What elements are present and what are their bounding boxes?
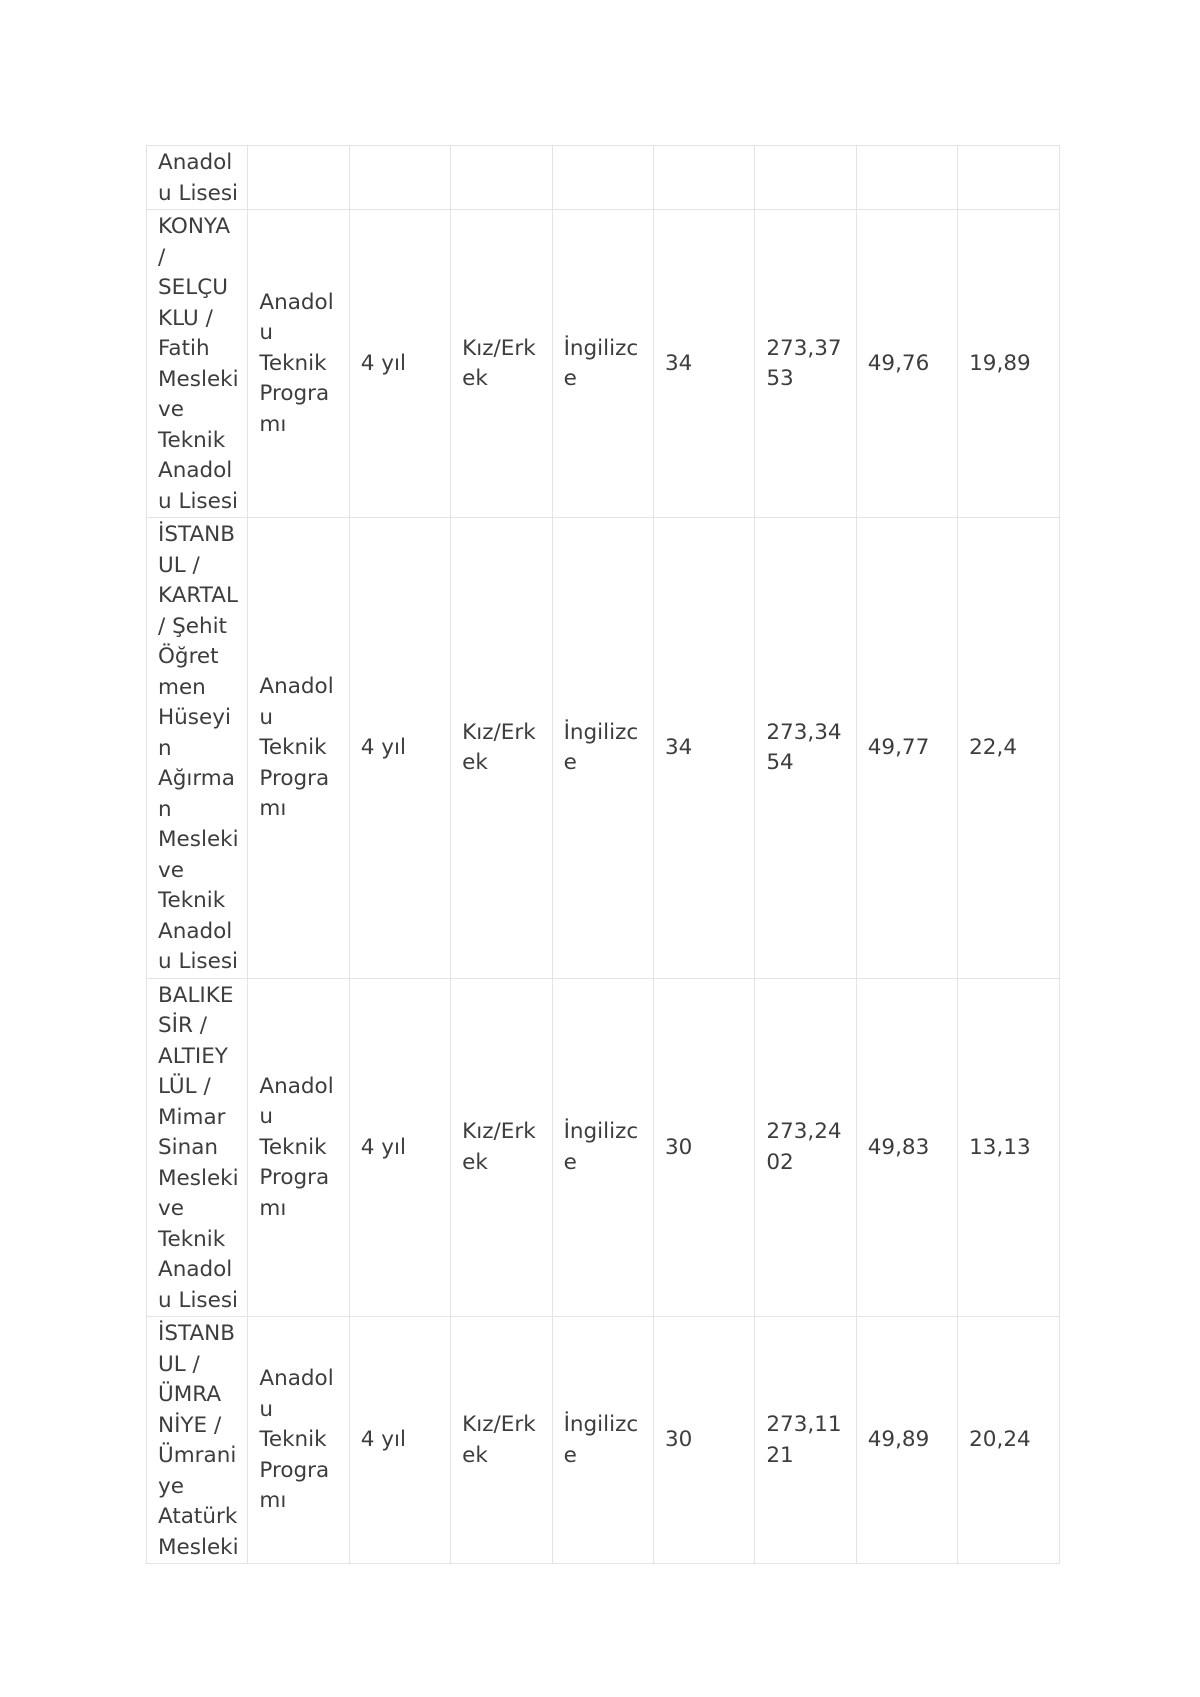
quota-cell bbox=[653, 978, 754, 1317]
cell-text-line: Anadol bbox=[259, 1073, 334, 1099]
table-row bbox=[147, 1317, 1060, 1564]
cell-text-line: Sinan bbox=[158, 1135, 219, 1160]
language-cell bbox=[552, 210, 653, 518]
cell-text-line: Mesleki bbox=[158, 1534, 239, 1560]
cell-text-line: İSTANB bbox=[158, 522, 235, 547]
table-row bbox=[147, 978, 1060, 1317]
cell-text-line: 273,24 bbox=[766, 1119, 842, 1145]
language-cell bbox=[552, 518, 653, 979]
cell-text-line: Ümrani bbox=[158, 1443, 237, 1468]
cell-text-line: Mimar bbox=[158, 1104, 226, 1130]
cell-text-line: u bbox=[259, 1104, 274, 1129]
cell-text-line: ek bbox=[462, 1442, 488, 1468]
quota-cell bbox=[653, 210, 754, 518]
cell-text-line: Anadol bbox=[158, 918, 233, 944]
cell-text-line: u bbox=[259, 1396, 274, 1422]
cell-text-line: Anadol bbox=[259, 1366, 334, 1392]
cell-text-line: İngilizc bbox=[563, 719, 639, 745]
cell-text-line: Fatih bbox=[158, 336, 210, 361]
ratio-cell bbox=[958, 146, 1059, 210]
cell-text: 34 bbox=[664, 350, 693, 376]
cell-text-line: ve bbox=[158, 397, 184, 422]
duration-cell bbox=[349, 1317, 450, 1564]
cell-text-line: LÜL / bbox=[158, 1074, 211, 1099]
cell-text: 49,77 bbox=[867, 735, 930, 760]
cell-text-line: Kız/Erk bbox=[462, 1119, 536, 1145]
cell-text-line: ÜMRA bbox=[158, 1382, 222, 1407]
cell-text-line: 21 bbox=[766, 1442, 794, 1468]
table-row bbox=[147, 518, 1060, 979]
quota-cell bbox=[653, 146, 754, 210]
cell-text-line: UL / bbox=[158, 1351, 200, 1377]
percentile-cell bbox=[856, 146, 957, 210]
cell-text-line: Kız/Erk bbox=[462, 719, 536, 745]
cell-text-line: 273,34 bbox=[766, 719, 842, 745]
score-cell bbox=[755, 518, 856, 979]
cell-text-line: Teknik bbox=[158, 1226, 226, 1252]
table-body bbox=[147, 146, 1060, 1564]
cell-text-line: Anadol bbox=[259, 289, 334, 315]
cell-text-line: Mesleki bbox=[158, 366, 239, 392]
score-cell bbox=[755, 146, 856, 210]
cell-text-line: e bbox=[563, 750, 577, 776]
cell-text-line: Anadol bbox=[158, 1257, 233, 1282]
cell-text-line: n bbox=[158, 735, 172, 761]
cell-text-line: Anadol bbox=[158, 150, 233, 175]
cell-text-line: KLU / bbox=[158, 305, 213, 331]
gender-cell bbox=[451, 146, 552, 210]
program-cell bbox=[248, 518, 349, 979]
cell-text: 4 yıl bbox=[360, 735, 406, 760]
cell-text-line: Progra bbox=[259, 381, 330, 407]
table-row bbox=[147, 146, 1060, 210]
language-cell bbox=[552, 146, 653, 210]
duration-cell bbox=[349, 978, 450, 1317]
cell-text: 30 bbox=[664, 1134, 693, 1160]
cell-text-line: Progra bbox=[259, 1457, 330, 1483]
cell-text-line: Hüseyi bbox=[158, 705, 231, 730]
ratio-cell bbox=[958, 210, 1059, 518]
score-cell bbox=[755, 1317, 856, 1564]
quota-cell bbox=[653, 1317, 754, 1564]
cell-text: 49,76 bbox=[867, 350, 930, 376]
cell-text-line: mı bbox=[259, 1488, 287, 1514]
cell-text-line: u Lisesi bbox=[158, 180, 239, 206]
cell-text-line: 02 bbox=[766, 1149, 794, 1175]
cell-text: 30 bbox=[664, 1427, 693, 1453]
program-cell bbox=[248, 146, 349, 210]
cell-text-line: İngilizc bbox=[563, 1412, 639, 1437]
cell-text-line: SELÇU bbox=[158, 275, 228, 300]
cell-text: 34 bbox=[664, 735, 693, 760]
duration-cell bbox=[349, 518, 450, 979]
percentile-cell bbox=[856, 1317, 957, 1564]
cell-text-line: ye bbox=[158, 1473, 184, 1499]
cell-text: 20,24 bbox=[969, 1427, 1031, 1453]
percentile-cell bbox=[856, 210, 957, 518]
cell-text-line: n bbox=[158, 796, 172, 822]
cell-text-line: 54 bbox=[766, 750, 794, 776]
score-cell bbox=[755, 210, 856, 518]
cell-text-line: ALTIEY bbox=[158, 1043, 228, 1069]
cell-text-line: Teknik bbox=[158, 427, 226, 453]
duration-cell bbox=[349, 210, 450, 518]
gender-cell bbox=[451, 978, 552, 1317]
cell-text-line: UL / bbox=[158, 552, 200, 578]
school-name-cell bbox=[147, 210, 248, 518]
cell-text-line: Progra bbox=[259, 1165, 330, 1190]
cell-text-line: mı bbox=[259, 411, 287, 437]
cell-text-line: KONYA bbox=[158, 214, 231, 239]
cell-text-line: ek bbox=[462, 1149, 488, 1175]
cell-text-line: Teknik bbox=[259, 1427, 327, 1453]
cell-text-line: Kız/Erk bbox=[462, 335, 536, 361]
cell-text: 19,89 bbox=[969, 350, 1031, 376]
cell-text-line: ve bbox=[158, 857, 184, 883]
school-name-cell bbox=[147, 978, 248, 1317]
cell-text-line: u Lisesi bbox=[158, 1287, 239, 1313]
school-name-cell bbox=[147, 1317, 248, 1564]
cell-text-line: İSTANB bbox=[158, 1321, 235, 1346]
cell-text-line: Teknik bbox=[259, 1134, 327, 1160]
cell-text: 4 yıl bbox=[360, 350, 406, 376]
cell-text-line: Mesleki bbox=[158, 1165, 239, 1191]
cell-text-line: Öğret bbox=[158, 644, 219, 669]
cell-text: 49,83 bbox=[867, 1134, 930, 1160]
program-cell bbox=[248, 1317, 349, 1564]
cell-text-line: e bbox=[563, 366, 577, 391]
cell-text-line: NİYE / bbox=[158, 1412, 222, 1438]
cell-text-line: mı bbox=[259, 796, 287, 821]
cell-text-line: SİR / bbox=[158, 1013, 208, 1038]
cell-text-line: / Şehit bbox=[158, 613, 227, 639]
gender-cell bbox=[451, 210, 552, 518]
cell-text-line: 53 bbox=[766, 366, 794, 391]
cell-text-line: u Lisesi bbox=[158, 949, 239, 974]
ratio-cell bbox=[958, 978, 1059, 1317]
cell-text-line: İngilizc bbox=[563, 335, 639, 361]
cell-text-line: u Lisesi bbox=[158, 488, 239, 514]
cell-text-line: ek bbox=[462, 366, 488, 391]
school-name-cell bbox=[147, 146, 248, 210]
table-row bbox=[147, 210, 1060, 518]
cell-text-line: BALIKE bbox=[158, 982, 234, 1008]
cell-text-line: Progra bbox=[259, 765, 330, 791]
cell-text-line: e bbox=[563, 1442, 577, 1468]
cell-text-line: KARTAL bbox=[158, 583, 238, 608]
cell-text-line: 273,37 bbox=[766, 335, 842, 361]
language-cell bbox=[552, 1317, 653, 1564]
cell-text-line: Teknik bbox=[259, 350, 327, 376]
cell-text: 22,4 bbox=[969, 735, 1017, 760]
cell-text: 4 yıl bbox=[360, 1134, 406, 1160]
ratio-cell bbox=[958, 518, 1059, 979]
cell-text-line: Teknik bbox=[259, 735, 327, 760]
ratio-cell bbox=[958, 1317, 1059, 1564]
percentile-cell bbox=[856, 518, 957, 979]
cell-text-line: Kız/Erk bbox=[462, 1412, 536, 1437]
cell-text-line: u bbox=[259, 704, 274, 730]
cell-text: 4 yıl bbox=[360, 1427, 406, 1453]
cell-text-line: u bbox=[259, 320, 274, 346]
duration-cell bbox=[349, 146, 450, 210]
gender-cell bbox=[451, 518, 552, 979]
cell-text-line: Teknik bbox=[158, 888, 226, 913]
cell-text-line: Atatürk bbox=[158, 1504, 238, 1529]
quota-cell bbox=[653, 518, 754, 979]
cell-text-line: Mesleki bbox=[158, 827, 239, 852]
cell-text-line: İngilizc bbox=[563, 1119, 639, 1145]
score-cell bbox=[755, 978, 856, 1317]
cell-text-line: Ağırma bbox=[158, 766, 235, 791]
cell-text: 49,89 bbox=[867, 1427, 930, 1453]
cell-text: 13,13 bbox=[969, 1134, 1031, 1160]
percentile-cell bbox=[856, 978, 957, 1317]
cell-text-line: 273,11 bbox=[766, 1412, 842, 1437]
school-results-table bbox=[146, 145, 1060, 1564]
cell-text-line: ve bbox=[158, 1196, 184, 1221]
gender-cell bbox=[451, 1317, 552, 1564]
language-cell bbox=[552, 978, 653, 1317]
cell-text-line: men bbox=[158, 674, 206, 700]
cell-text-line: Anadol bbox=[259, 674, 334, 699]
cell-text-line: / bbox=[158, 244, 166, 270]
cell-text-line: Anadol bbox=[158, 458, 233, 483]
program-cell bbox=[248, 210, 349, 518]
cell-text-line: ek bbox=[462, 750, 488, 776]
program-cell bbox=[248, 978, 349, 1317]
cell-text-line: mı bbox=[259, 1195, 287, 1221]
school-name-cell bbox=[147, 518, 248, 979]
cell-text-line: e bbox=[563, 1149, 577, 1175]
